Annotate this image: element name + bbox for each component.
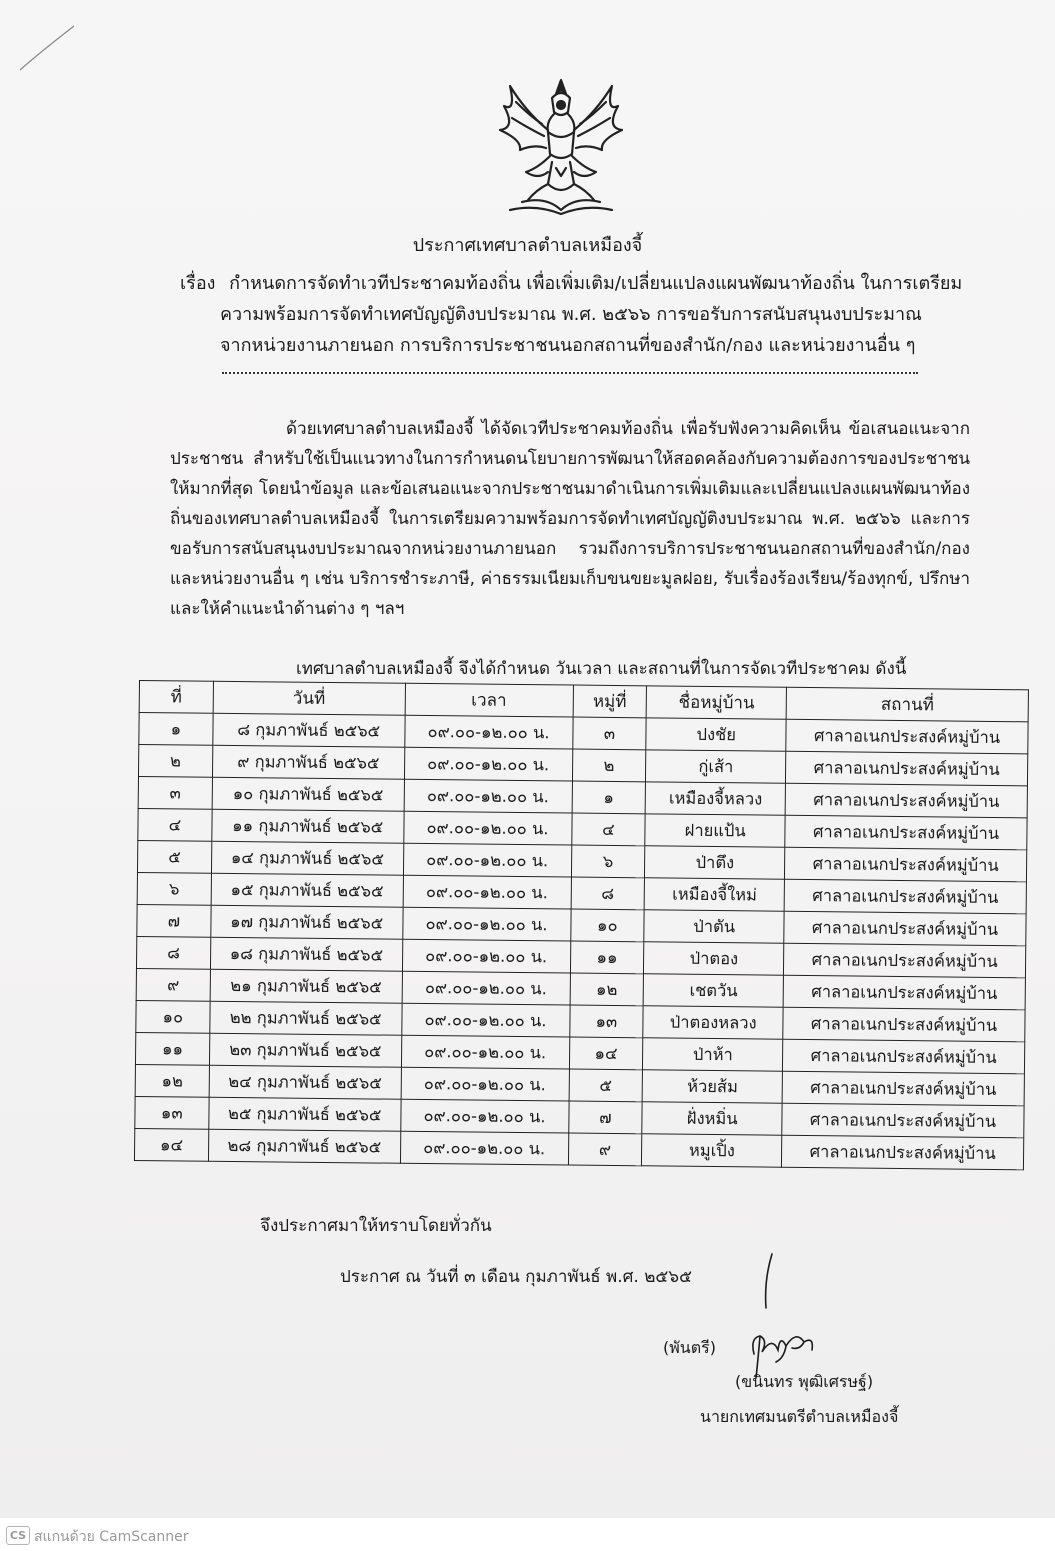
cell-moo: ๑๑ <box>570 941 644 974</box>
subject-block <box>180 268 980 361</box>
closing-notice: จึงประกาศมาให้ทราบโดยทั่วกัน <box>260 1216 492 1236</box>
cell-time: ๐๙.๐๐-๑๒.๐๐ น. <box>403 843 571 877</box>
cell-village: ป่าตัน <box>644 910 784 943</box>
cell-no: ๓ <box>138 776 212 809</box>
cell-venue: ศาลาอเนกประสงค์หมู่บ้าน <box>782 1135 1024 1170</box>
camscanner-icon: CS <box>6 1526 30 1545</box>
cell-moo: ๖ <box>571 845 645 878</box>
cell-date: ๒๘ กุมภาพันธ์ ๒๕๖๕ <box>208 1129 400 1163</box>
cell-moo: ๑๒ <box>570 973 644 1006</box>
cell-time: ๐๙.๐๐-๑๒.๐๐ น. <box>402 939 570 973</box>
cell-venue: ศาลาอเนกประสงค์หมู่บ้าน <box>786 719 1028 754</box>
cell-time: ๐๙.๐๐-๑๒.๐๐ น. <box>403 875 571 909</box>
cell-date: ๑๔ กุมภาพันธ์ ๒๕๖๕ <box>211 841 403 875</box>
cell-moo: ๑๔ <box>569 1037 643 1070</box>
cell-no: ๗ <box>137 904 211 937</box>
cell-time: ๐๙.๐๐-๑๒.๐๐ น. <box>404 779 572 813</box>
cell-time: ๐๙.๐๐-๑๒.๐๐ น. <box>401 1003 569 1037</box>
document-title: ประกาศเทศบาลตำบลเหมืองจี้ <box>412 235 643 256</box>
cell-moo: ๕ <box>569 1069 643 1102</box>
header-no: ที่ <box>139 681 213 714</box>
cell-date: ๑๐ กุมภาพันธ์ ๒๕๖๕ <box>212 777 404 811</box>
cell-village: ป่าตึง <box>645 846 785 879</box>
cell-venue: ศาลาอเนกประสงค์หมู่บ้าน <box>783 1039 1025 1074</box>
cell-time: ๐๙.๐๐-๑๒.๐๐ น. <box>401 1035 569 1069</box>
cell-date: ๒๑ กุมภาพันธ์ ๒๕๖๕ <box>210 969 402 1003</box>
signer-name: (ขนินทร พุฒิเศรษฐ์) <box>735 1372 874 1391</box>
cell-time: ๐๙.๐๐-๑๒.๐๐ น. <box>403 811 571 845</box>
cell-date: ๙ กุมภาพันธ์ ๒๕๖๕ <box>212 745 404 779</box>
cell-venue: ศาลาอเนกประสงค์หมู่บ้าน <box>784 911 1026 946</box>
cell-moo: ๔ <box>571 813 645 846</box>
cell-no: ๖ <box>137 872 211 905</box>
cell-date: ๑๑ กุมภาพันธ์ ๒๕๖๕ <box>212 809 404 843</box>
cell-village: หมูเปิ้ง <box>642 1134 782 1167</box>
cell-no: ๒ <box>138 745 212 778</box>
cell-village: กู่เส้า <box>646 750 786 783</box>
cell-village: ฝั่งหมิ่น <box>642 1102 782 1135</box>
cell-time: ๐๙.๐๐-๑๒.๐๐ น. <box>401 1067 569 1101</box>
cell-moo: ๙ <box>568 1133 642 1166</box>
cell-date: ๒๕ กุมภาพันธ์ ๒๕๖๕ <box>209 1097 401 1131</box>
cell-no: ๑๒ <box>135 1064 209 1097</box>
cell-venue: ศาลาอเนกประสงค์หมู่บ้าน <box>785 783 1027 818</box>
cell-venue: ศาลาอเนกประสงค์หมู่บ้าน <box>784 943 1026 978</box>
cell-venue: ศาลาอเนกประสงค์หมู่บ้าน <box>784 879 1026 914</box>
cell-moo: ๑๓ <box>569 1005 643 1038</box>
cell-moo: ๑ <box>572 781 646 814</box>
cell-date: ๑๗ กุมภาพันธ์ ๒๕๖๕ <box>211 905 403 939</box>
cell-venue: ศาลาอเนกประสงค์หมู่บ้าน <box>785 815 1027 850</box>
cell-venue: ศาลาอเนกประสงค์หมู่บ้าน <box>785 847 1027 882</box>
cell-village: เหมืองจี้หลวง <box>645 782 785 815</box>
header-moo: หมู่ที่ <box>573 685 647 718</box>
schedule-table <box>134 680 1029 1170</box>
cell-village: เหมืองจี้ใหม่ <box>644 878 784 911</box>
cell-no: ๑๐ <box>136 1000 210 1033</box>
scan-mark <box>18 18 78 78</box>
cell-venue: ศาลาอเนกประสงค์หมู่บ้าน <box>782 1071 1024 1106</box>
cell-time: ๐๙.๐๐-๑๒.๐๐ น. <box>402 971 570 1005</box>
subject-line-2: ความพร้อมการจัดทำเทศบัญญัติงบประมาณ พ.ศ. ๒๕๖๖ การขอรับการสนับสนุนงบประมาณ <box>220 304 922 325</box>
dotted-divider <box>222 372 918 374</box>
body-paragraph: ด้วยเทศบาลตำบลเหมืองจี้ ได้จัดเวทีประชาคมท้องถิ่น เพื่อรับฟังความคิดเห็น ข้อเสนอแนะจากประชาชน สำหรับใช้เป็นแนวทางในการกำหนดนโยบายการพัฒนาให้สอดคล้องกับความต้องการของประชาชนให้มากที่สุด โดยนำข้อมูล และข้อเสนอแนะจากประชาชนมาดำเนินการเพิ่มเติมและเปลี่ยนแปลงแผนพัฒนาท้องถิ่นของเทศบาลตำบลเหมืองจี้ ในการเตรียมความพร้อมการจัดทำเทศบัญญัติงบประมาณ พ.ศ. ๒๕๖๖ และการขอรับการสนับสนุนงบประมาณจากหน่วยงานภายนอก รวมถึงการบริการประชาชนนอกสถานที่ของสำนัก/กอง และหน่วยงานอื่น ๆ เช่น บริการชำระภาษี, ค่าธรรมเนียมเก็บขนขยะมูลฝอย, รับเรื่องร้องเรียน/ร้องทุกข์, ปรึกษา และให้คำแนะนำด้านต่าง ๆ ฯลฯ <box>170 419 970 619</box>
signer-position: นายกเทศมนตรีตำบลเหมืองจี้ <box>700 1407 899 1426</box>
cell-village: ป่าตองหลวง <box>643 1006 783 1039</box>
cell-no: ๑๔ <box>134 1128 208 1161</box>
cell-date: ๘ กุมภาพันธ์ ๒๕๖๕ <box>213 713 405 747</box>
cell-village: ห้วยส้ม <box>642 1070 782 1103</box>
header-time: เวลา <box>405 683 573 717</box>
cell-date: ๒๒ กุมภาพันธ์ ๒๕๖๕ <box>210 1001 402 1035</box>
cell-time: ๐๙.๐๐-๑๒.๐๐ น. <box>400 1099 568 1133</box>
cell-venue: ศาลาอเนกประสงค์หมู่บ้าน <box>783 975 1025 1010</box>
cell-moo: ๓ <box>572 717 646 750</box>
cell-time: ๐๙.๐๐-๑๒.๐๐ น. <box>404 715 572 749</box>
cell-date: ๑๘ กุมภาพันธ์ ๒๕๖๕ <box>210 937 402 971</box>
cell-time: ๐๙.๐๐-๑๒.๐๐ น. <box>402 907 570 941</box>
header-village: ชื่อหมู่บ้าน <box>646 686 786 719</box>
cell-village: ป่าตอง <box>644 942 784 975</box>
cell-no: ๑ <box>139 713 213 746</box>
scanner-watermark-text: สแกนด้วย CamScanner <box>34 1529 189 1545</box>
subject-line-3: จากหน่วยงานภายนอก การบริการประชาชนนอกสถานที่ของสำนัก/กอง และหน่วยงานอื่น ๆ <box>220 335 916 356</box>
cell-date: ๑๕ กุมภาพันธ์ ๒๕๖๕ <box>211 873 403 907</box>
cell-no: ๙ <box>136 968 210 1001</box>
cell-village: ป่าห้า <box>643 1038 783 1071</box>
cell-village: ฝายแป้น <box>645 814 785 847</box>
cell-time: ๐๙.๐๐-๑๒.๐๐ น. <box>400 1131 568 1165</box>
cell-moo: ๒ <box>572 749 646 782</box>
cell-time: ๐๙.๐๐-๑๒.๐๐ น. <box>404 747 572 781</box>
cell-moo: ๑๐ <box>570 909 644 942</box>
cell-no: ๕ <box>137 840 211 873</box>
cell-no: ๑๓ <box>135 1096 209 1129</box>
cell-moo: ๘ <box>571 877 645 910</box>
cell-date: ๒๔ กุมภาพันธ์ ๒๕๖๕ <box>209 1065 401 1099</box>
scanner-footer <box>0 1518 1055 1551</box>
subject-line-1 <box>180 268 980 299</box>
cell-village: ปงชัย <box>646 718 786 751</box>
cell-moo: ๗ <box>568 1101 642 1134</box>
cell-venue: ศาลาอเนกประสงค์หมู่บ้าน <box>782 1103 1024 1138</box>
cell-no: ๘ <box>136 936 210 969</box>
header-date: วันที่ <box>213 681 405 715</box>
subject-label: เรื่อง <box>180 273 216 294</box>
cell-venue: ศาลาอเนกประสงค์หมู่บ้าน <box>786 751 1028 786</box>
garuda-emblem-icon <box>486 72 636 222</box>
cell-no: ๑๑ <box>135 1032 209 1065</box>
signer-rank: (พันตรี) <box>663 1338 716 1357</box>
cell-date: ๒๓ กุมภาพันธ์ ๒๕๖๕ <box>209 1033 401 1067</box>
announcement-date: ประกาศ ณ วันที่ ๓ เดือน กุมภาพันธ์ พ.ศ. ๒๕๖๕ <box>340 1267 692 1287</box>
cell-village: เชตวัน <box>643 974 783 1007</box>
table-intro: เทศบาลตำบลเหมืองจี้ จึงได้กำหนด วันเวลา และสถานที่ในการจัดเวทีประชาคม ดังนี้ <box>296 659 907 679</box>
cell-venue: ศาลาอเนกประสงค์หมู่บ้าน <box>783 1007 1025 1042</box>
subject-text-1: กำหนดการจัดทำเวทีประชาคมท้องถิ่น เพื่อเพิ่มเติม/เปลี่ยนแปลงแผนพัฒนาท้องถิ่น ในการเตรียม <box>229 273 963 294</box>
cell-no: ๔ <box>138 808 212 841</box>
header-venue: สถานที่ <box>786 687 1028 722</box>
table-body <box>134 713 1028 1170</box>
